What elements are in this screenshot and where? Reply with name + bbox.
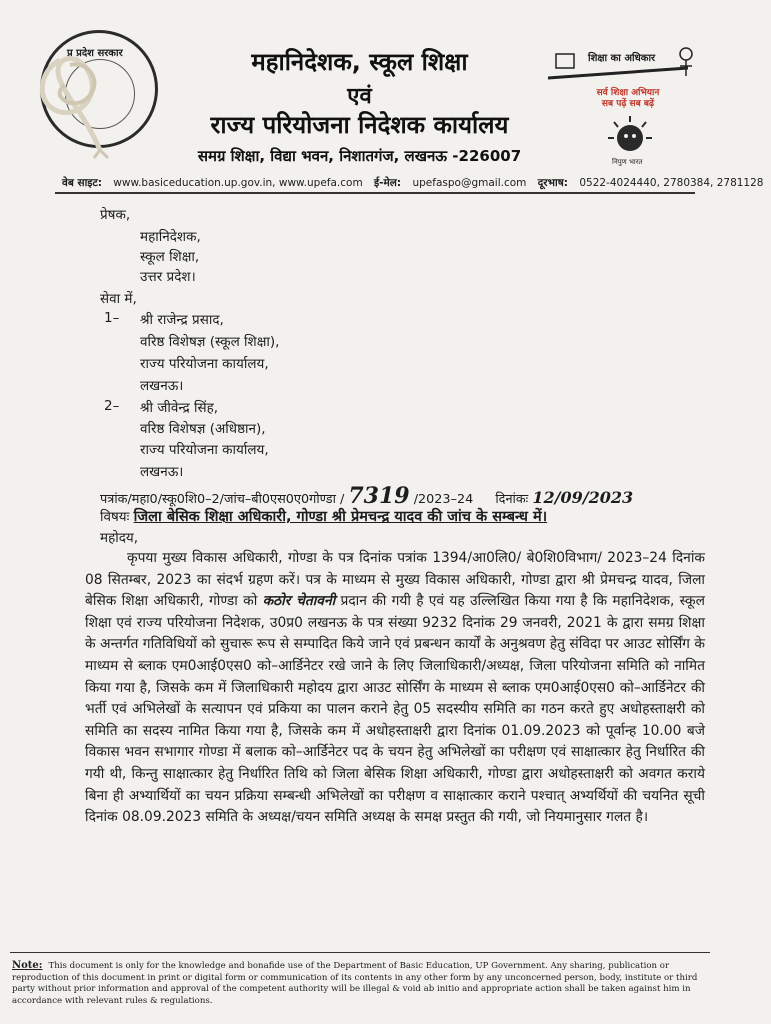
body-emphasis: कठोर चेतावनी [262,593,336,610]
date-label: दिनांकः [495,492,529,507]
subject-line [100,506,547,526]
recipient-1-number: 1– [104,310,120,326]
recipient-1-office: राज्य परियोजना कार्यालय, [140,356,269,372]
recipient-2-office: राज्य परियोजना कार्यालय, [140,442,269,458]
sender-label: प्रेषक, [100,207,131,223]
recipient-2-number: 2– [104,398,120,414]
ssa-text-2: सब पढ़ें सब बढ़ें [601,99,655,109]
nipun-text: निपुण भारत [612,158,643,166]
scheme-logos [548,40,698,170]
note-text: This document is only for the knowledge and bonafide use of the Department of Basic Education, UP Government. Any sharing, publication or reproduction of this document in print or digital form or communication of its contents in any other form by any unconcerned person, body, institute or third party without prior information and approval of the competent authority will be illegal & void ab initio and appropriate action shall be taken against him in accordance with relevant rules & regulations. [12,961,698,1006]
nipun-bharat-logo-icon [600,112,660,162]
reference-prefix: पत्रांक/महा0/स्कू0शि0–2/जांच–बी0एस0ए0गोण्डा / [100,492,345,507]
email-address: upefaspo@gmail.com [412,177,527,189]
ssa-text-1: सर्व शिक्षा अभियान [596,88,660,98]
phone-label: दूरभाष: [537,177,568,189]
recipient-1-name: श्री राजेन्द्र प्रसाद, [140,312,224,328]
office-title-line1: महानिदेशक, स्कूल शिक्षा [251,48,468,76]
recipient-2-name: श्री जीवेन्द्र सिंह, [140,400,219,416]
contact-row [62,176,771,190]
sender-line3: उत्तर प्रदेश। [140,269,196,285]
seal-text: प्र प्रदेश सरकार [67,48,123,59]
footer-divider [10,952,710,953]
recipient-1-designation: वरिष्ठ विशेषज्ञ (स्कूल शिक्षा), [140,334,280,350]
recipient-2-city: लखनऊ। [140,464,184,480]
sender-line2: स्कूल शिक्षा, [140,249,200,265]
ssa-tagline [578,88,678,110]
website-links: www.basiceducation.up.gov.in, www.upefa.com [113,177,363,189]
website-label: वेब साइट: [62,177,102,189]
letter-date: 12/09/2023 [532,488,634,507]
body-part2: प्रदान की गयी है एवं यह उल्लिखित किया गया है कि महानिदेशक, स्कूल शिक्षा एवं राज्य परियोजना निदेशक, उ0प्र0 लखनऊ के पत्र संख्या 9232 दिनांक 29 जनवरी, 2021 के द्वारा समग्र शिक्षा के अन्तर्गत गतिविधियों को सुचारू रूप से सम्पादित किये जाने एवं प्रबन्धन कार्यों के अनुश्रवण हेतु संविदा पर आउट सोर्सिंग के माध्यम से ब्लाक एम0आई0एस0 को–आर्डिनेटर रखे जाने के लिए जिलाधिकारी/अध्यक्ष, जिला परियोजना समिति को नामित किया गया है, जिसके कम में जिलाधिकारी महोदय द्वारा आउट सोर्सिंग के माध्यम से ब्लाक एम0आई0एस0 को–आर्डिनेटर की भर्ती एवं अभिलेखों के सत्यापन एवं प्रकिया का पालन कराने हेतु 05 सदस्यीय समिति का गठन करते हुए अधोहस्ताक्षरी को समिति का सदस्य नामित किया गया है, जिसके कम में अधोहस्ताक्षरी द्वारा दिनांक 01.09.2023 को पूर्वान्ह 10.00 बजे विकास भवन सभागार गोण्डा में बलाक को–आर्डिनेटर पद के चयन हेतु अभिलेखों का परीक्षण एवं साक्षात्कार हेतु निर्धारित की गयी थी, किन्तु साक्षात्कार हेतु निर्धारित तिथि को जिला बेसिक शिक्षा अधिकारी, गोण्डा द्वारा अधोहस्ताक्षरी को अवगत कराये बिना ही अभ्यार्थियों का चयन प्रक्रिया सम्बन्धी अभिलेखों का परीक्षण व साक्षात्कार कराने पश्चात् अभ्यर्थियों की चयनित सूची दिनांक 08.09.2023 समिति के अध्यक्ष/चयन समिति अध्यक्ष के समक्ष प्रस्तुत की गयी, जो नियमानुसार गलत है। [85,593,706,826]
office-address: समग्र शिक्षा, विद्या भवन, निशातगंज, लखनऊ -226007 [197,147,522,165]
rte-logo-icon [548,40,698,90]
phone-numbers: 0522-4024440, 2780384, 2781128 [579,177,764,189]
recipient-2-designation: वरिष्ठ विशेषज्ञ (अधिष्ठान), [140,421,266,437]
office-title-line2: एवं [347,84,372,109]
body-paragraph [85,548,705,829]
subject-label: विषयः [100,509,130,525]
email-label: ई-मेल: [374,177,402,189]
header-divider [55,192,695,194]
reference-suffix: /2023–24 [413,492,474,507]
sender-line1: महानिदेशक, [140,229,201,245]
recipient-1-city: लखनऊ। [140,378,184,394]
body-part1: कृपया मुख्य विकास अधिकारी, गोण्डा के पत्र दिनांक पत्रांक 1394/आ0लि0/ बे0शि0विभाग/ 2023–24 दिनांक 08 सितम्बर, 2023 का संदर्भ ग्रहण करें। पत्र के माध्यम से मुख्य विकास अधिकारी, गोण्डा द्वारा श्री प्रेमचन्द्र यादव, जिला बेसिक शिक्षा अधिकारी, गोण्डा को [85,550,705,610]
subject-text: जिला बेसिक शिक्षा अधिकारी, गोण्डा श्री प्रेमचन्द्र यादव की जांच के सम्बन्ध में। [133,509,548,525]
reference-number: 7319 [348,483,410,509]
note-label: Note: [12,960,43,971]
office-title-line3: राज्य परियोजना निदेशक कार्यालय [210,111,509,139]
footer-note [12,960,702,1007]
rte-text: शिक्षा का अधिकार [588,53,656,64]
salutation: महोदय, [100,530,139,546]
recipients-label: सेवा में, [100,291,137,307]
